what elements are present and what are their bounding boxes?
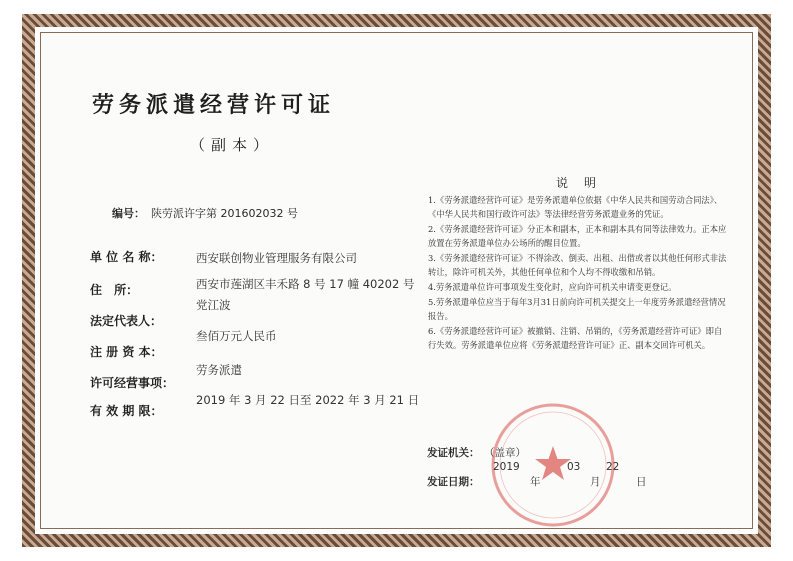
field-value-legal-rep: 党江波: [196, 298, 231, 312]
certificate-number: [112, 205, 298, 221]
number-label: 编号：: [112, 207, 145, 220]
field-value-capital: 叁佰万元人民币: [196, 329, 277, 343]
notes-list: [428, 193, 730, 353]
certificate-subtitle: （副本）: [190, 136, 275, 154]
issue-month: 03: [567, 461, 581, 473]
field-label-company: 单 位 名 称：: [90, 250, 163, 264]
note-item: 4.劳务派遣单位许可事项发生变化时，应向许可机关申请变更登记。: [428, 282, 677, 292]
note-item: 5.劳务派遣单位应当于每年3月31日前向许可机关提交上一年度劳务派遣经营情况报告。: [428, 297, 726, 321]
note-item: 6.《劳务派遣经营许可证》被撤销、注销、吊销的，《劳务派遣经营许可证》即自行失效。劳务派遣单位应将《劳务派遣经营许可证》正、副本交回许可机关。: [428, 326, 723, 350]
issue-month-unit: 月: [590, 476, 601, 488]
field-label-legal-rep: 法定代表人：: [90, 314, 163, 328]
issue-year-unit: 年: [530, 476, 541, 488]
note-item: 3.《劳务派遣经营许可证》不得涂改、倒卖、出租、出借或者以其他任何形式非法转让，除许可机关外，其他任何单位和个人均不得收缴和吊销。: [428, 253, 727, 277]
field-value-validity: 2019 年 3 月 22 日至 2022 年 3 月 21 日: [196, 393, 420, 407]
certificate-title: 劳务派遣经营许可证: [92, 92, 336, 118]
field-label-scope: 许可经营事项：: [90, 376, 175, 390]
note-item: 2.《劳务派遣经营许可证》分正本和副本，正本和副本具有同等法律效力。正本应放置在劳务派遣单位办公场所的醒目位置。: [428, 224, 727, 248]
issue-authority-label: 发证机关：: [427, 447, 480, 459]
issue-day-unit: 日: [636, 476, 647, 488]
field-label-capital: 注 册 资 本：: [90, 345, 163, 359]
field-value-address: 西安市莲湖区丰禾路 8 号 17 幢 40202 号: [196, 277, 415, 291]
issue-date-label: 发证日期：: [427, 476, 480, 488]
number-value: 陕劳派许字第 201602032 号: [151, 207, 298, 220]
issue-authority-value: （盖章）: [484, 447, 526, 459]
field-value-scope: 劳务派遣: [196, 363, 242, 377]
issue-day: 22: [606, 461, 620, 473]
note-item: 1.《劳务派遣经营许可证》是劳务派遣单位依据《中华人民共和国劳动合同法》、《中华人民共和国行政许可法》等法律经营劳务派遣业务的凭证。: [428, 195, 723, 219]
field-label-validity: 有 效 期 限：: [90, 404, 163, 418]
field-value-company: 西安联创物业管理服务有限公司: [196, 251, 357, 265]
notes-title: 说明: [556, 176, 613, 190]
field-label-address: 住 所：: [90, 283, 139, 297]
issue-year: 2019: [493, 461, 520, 473]
